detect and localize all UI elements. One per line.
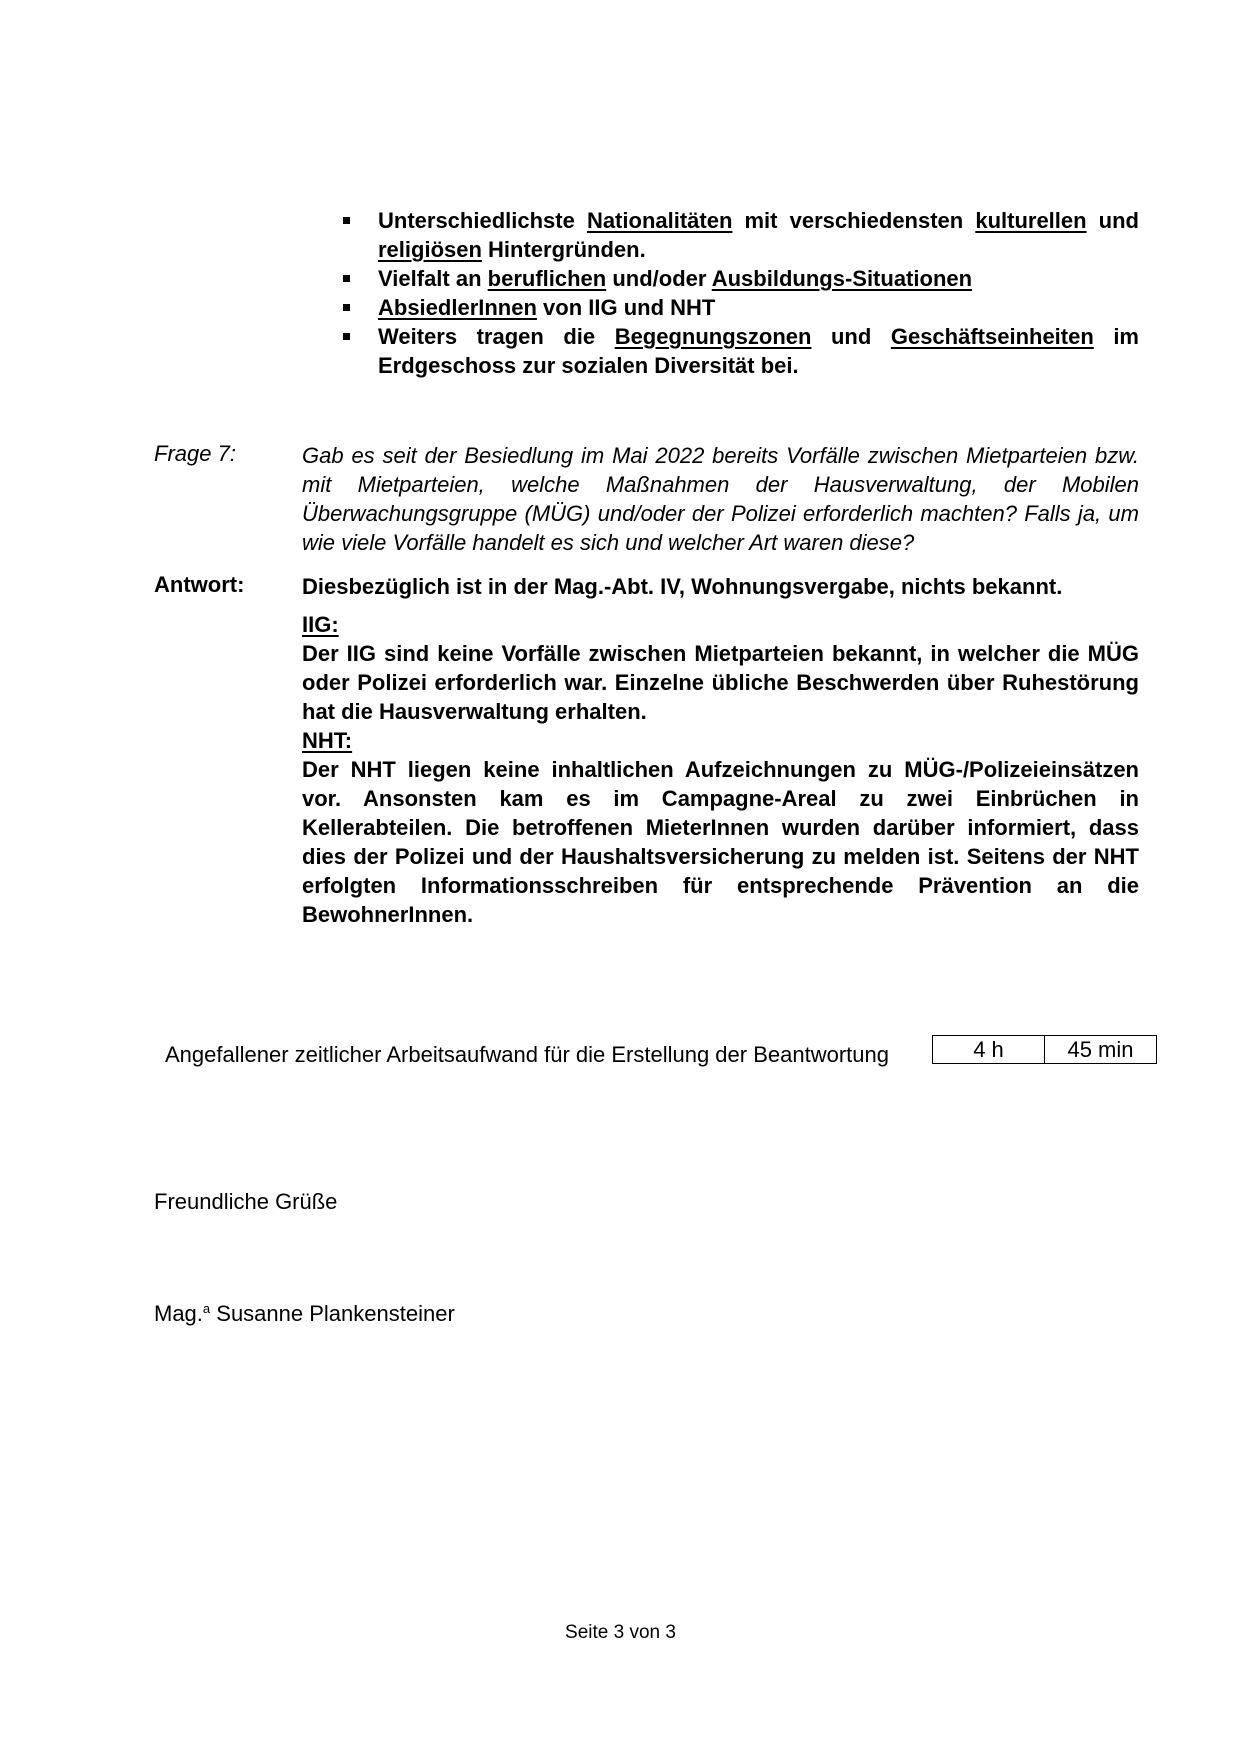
effort-hours: 4 h <box>933 1036 1045 1064</box>
text-run: und/oder <box>606 266 712 291</box>
iig-text: Der IIG sind keine Vorfälle zwischen Mietparteien bekannt, in welcher die MÜG oder Polizei erforderlich war. Einzelne übliche Beschwerden über Ruhestörung hat die Hausverwaltung erhalten. <box>302 641 1139 724</box>
text-run: von IIG und NHT <box>536 295 716 320</box>
nht-heading: NHT: <box>302 728 353 753</box>
underlined-term: Begegnungszonen <box>614 324 812 349</box>
square-bullet-icon <box>343 275 350 282</box>
diversity-bullet-list <box>339 206 1139 380</box>
signature: Mag.$^a$ Susanne Plankensteiner <box>154 1301 455 1326</box>
text-run: mit verschiedensten <box>732 208 976 233</box>
text-run: Hintergründen. <box>481 237 646 262</box>
effort-table <box>932 1035 1157 1064</box>
iig-heading: IIG: <box>302 612 339 637</box>
square-bullet-icon <box>343 217 350 224</box>
effort-label: Angefallener zeitlicher Arbeitsaufwand für die Erstellung der Beantwortung <box>165 1041 889 1067</box>
answer-block <box>302 572 1139 929</box>
question-text: Gab es seit der Besiedlung im Mai 2022 bereits Vorfälle zwischen Mietparteien bzw. mit Mietparteien, welche Maßnahmen der Hausverwaltung, der Mobilen Überwachungsgruppe (MÜG) und/oder der Polizei erforderlich machten? Falls ja, um wie viele Vorfälle handelt es sich und welcher Art waren diese? <box>302 443 1139 555</box>
page-number: Seite 3 von 3 <box>565 1622 676 1643</box>
text-run: im Erdgeschoss zur sozialen Diversität bei. <box>378 324 1139 378</box>
text-run: Vielfalt an <box>378 266 488 291</box>
closing-greeting: Freundliche Grüße <box>154 1189 338 1214</box>
list-item <box>339 293 1139 322</box>
underlined-term: Nationalitäten <box>586 208 733 233</box>
square-bullet-icon <box>343 304 350 311</box>
effort-minutes: 45 min <box>1045 1036 1157 1064</box>
text-run: und <box>811 324 891 349</box>
text-run: Unterschiedlichste <box>378 208 587 233</box>
text-run: und <box>1086 208 1139 233</box>
underlined-term: AbsiedlerInnen <box>378 295 537 320</box>
nht-text: Der NHT liegen keine inhaltlichen Aufzeichnungen zu MÜG-/Polizeieinsätzen vor. Ansonsten kam es im Campagne-Areal zu zwei Einbrüchen in Kellerabteilen. Die betroffenen MieterInnen wurden darüber informiert, dass dies der Polizei und der Haushaltsversicherung zu melden ist. Seitens der NHT erfolgten Informationsschreiben für entsprechende Prävention an die BewohnerInnen. <box>302 757 1139 927</box>
text-run: Weiters tragen die <box>378 324 615 349</box>
underlined-term: beruflichen <box>487 266 607 291</box>
list-item <box>339 322 1139 380</box>
underlined-term: Ausbildungs-Situationen <box>711 266 973 291</box>
underlined-term: religiösen <box>378 237 482 262</box>
underlined-term: Geschäftseinheiten <box>890 324 1094 349</box>
list-item <box>339 264 1139 293</box>
square-bullet-icon <box>343 333 350 340</box>
list-item <box>339 206 1139 264</box>
question-label: Frage 7: <box>154 441 236 466</box>
answer-label: Antwort: <box>154 572 245 597</box>
answer-intro: Diesbezüglich ist in der Mag.-Abt. IV, Wohnungsvergabe, nichts bekannt. <box>302 574 1063 599</box>
effort-row <box>165 1040 889 1069</box>
underlined-term: kulturellen <box>975 208 1087 233</box>
